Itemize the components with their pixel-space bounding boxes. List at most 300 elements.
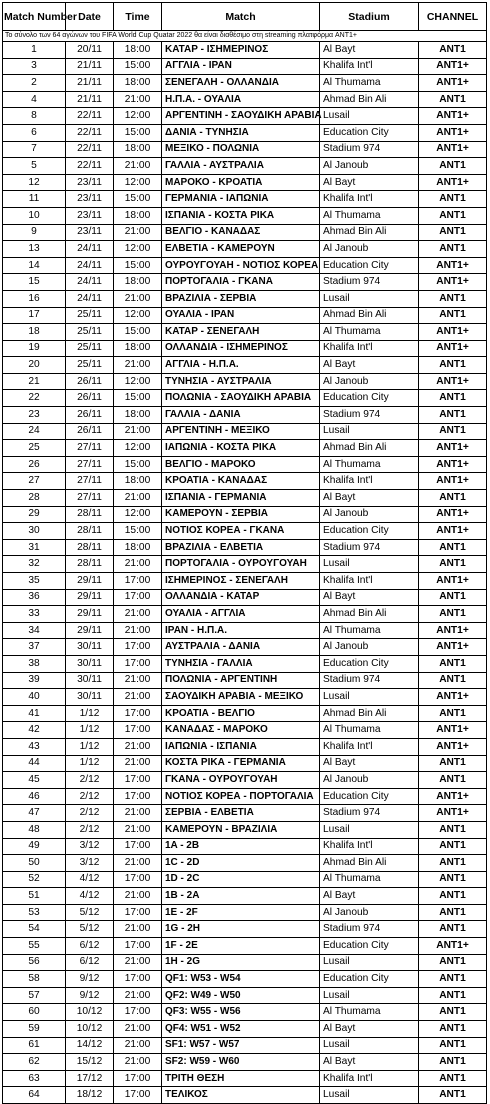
time-cell: 12:00 <box>114 307 162 324</box>
match-number-cell: 45 <box>3 772 66 789</box>
match-cell: ΜΑΡΟΚΟ - ΚΡΟΑΤΙΑ <box>162 174 320 191</box>
table-row <box>3 689 487 706</box>
match-number-cell: 28 <box>3 490 66 507</box>
match-cell: ΙΣΠΑΝΙΑ - ΓΕΡΜΑΝΙΑ <box>162 490 320 507</box>
time-cell: 15:00 <box>114 390 162 407</box>
match-cell: ΑΡΓΕΝΤΙΝΗ - ΜΕΞΙΚΟ <box>162 423 320 440</box>
match-cell: Η.Π.Α. - ΟΥΑΛΙΑ <box>162 91 320 108</box>
date-cell: 6/12 <box>66 954 114 971</box>
match-number-cell: 30 <box>3 523 66 540</box>
match-number-cell: 48 <box>3 821 66 838</box>
match-cell: ΓΕΡΜΑΝΙΑ - ΙΑΠΩΝΙΑ <box>162 191 320 208</box>
time-cell: 18:00 <box>114 407 162 424</box>
channel-cell: ANT1+ <box>419 141 487 158</box>
match-cell: 1E - 2F <box>162 904 320 921</box>
match-cell: ΙΣΠΑΝΙΑ - ΚΟΣΤΑ ΡΙΚΑ <box>162 207 320 224</box>
date-cell: 27/11 <box>66 490 114 507</box>
match-number-cell: 38 <box>3 655 66 672</box>
date-cell: 28/11 <box>66 539 114 556</box>
channel-cell: ANT1 <box>419 871 487 888</box>
channel-cell: ANT1+ <box>419 108 487 125</box>
date-cell: 26/11 <box>66 407 114 424</box>
stadium-cell: Al Bayt <box>320 888 419 905</box>
date-cell: 5/12 <box>66 921 114 938</box>
match-number-cell: 51 <box>3 888 66 905</box>
match-cell: ΜΕΞΙΚΟ - ΠΟΛΩΝΙΑ <box>162 141 320 158</box>
match-cell: ΑΥΣΤΡΑΛΙΑ - ΔΑΝΙΑ <box>162 639 320 656</box>
match-number-cell: 20 <box>3 357 66 374</box>
channel-cell: ANT1 <box>419 921 487 938</box>
date-cell: 29/11 <box>66 622 114 639</box>
match-cell: ΠΟΛΩΝΙΑ - ΣΑΟΥΔΙΚΗ ΑΡΑΒΙΑ <box>162 390 320 407</box>
time-cell: 18:00 <box>114 274 162 291</box>
table-row <box>3 390 487 407</box>
match-cell: QF1: W53 - W54 <box>162 971 320 988</box>
time-cell: 17:00 <box>114 1004 162 1021</box>
match-cell: ΠΟΛΩΝΙΑ - ΑΡΓΕΝΤΙΝΗ <box>162 672 320 689</box>
date-cell: 30/11 <box>66 639 114 656</box>
channel-cell: ANT1+ <box>419 788 487 805</box>
date-cell: 24/11 <box>66 241 114 258</box>
time-cell: 17:00 <box>114 971 162 988</box>
match-number-cell: 5 <box>3 158 66 175</box>
stadium-cell: Al Thumama <box>320 456 419 473</box>
stadium-cell: Al Bayt <box>320 174 419 191</box>
channel-cell: ANT1+ <box>419 324 487 341</box>
channel-cell: ANT1 <box>419 207 487 224</box>
time-cell: 17:00 <box>114 871 162 888</box>
stadium-cell: Al Bayt <box>320 755 419 772</box>
date-cell: 24/11 <box>66 290 114 307</box>
match-cell: ΙΣΗΜΕΡΙΝΟΣ - ΣΕΝΕΓΑΛΗ <box>162 573 320 590</box>
match-cell: ΑΡΓΕΝΤΙΝΗ - ΣΑΟΥΔΙΚΗ ΑΡΑΒΙΑ <box>162 108 320 125</box>
match-cell: ΙΑΠΩΝΙΑ - ΚΟΣΤΑ ΡΙΚΑ <box>162 440 320 457</box>
table-row <box>3 573 487 590</box>
stadium-cell: Khalifa Int'l <box>320 738 419 755</box>
time-cell: 18:00 <box>114 473 162 490</box>
stadium-cell: Al Janoub <box>320 639 419 656</box>
stadium-cell: Khalifa Int'l <box>320 191 419 208</box>
match-number-cell: 44 <box>3 755 66 772</box>
stadium-cell: Al Thumama <box>320 75 419 92</box>
channel-cell: ANT1+ <box>419 257 487 274</box>
time-cell: 18:00 <box>114 42 162 59</box>
channel-cell: ANT1+ <box>419 440 487 457</box>
match-cell: ΟΥΑΛΙΑ - ΑΓΓΛΙΑ <box>162 606 320 623</box>
stadium-cell: Al Thumama <box>320 207 419 224</box>
stadium-cell: Al Janoub <box>320 241 419 258</box>
stadium-cell: Education City <box>320 655 419 672</box>
date-cell: 26/11 <box>66 373 114 390</box>
table-row <box>3 589 487 606</box>
table-row <box>3 490 487 507</box>
header-date: Date <box>66 3 114 31</box>
match-number-cell: 43 <box>3 738 66 755</box>
time-cell: 15:00 <box>114 124 162 141</box>
table-row <box>3 722 487 739</box>
date-cell: 30/11 <box>66 672 114 689</box>
date-cell: 21/11 <box>66 91 114 108</box>
channel-cell: ANT1 <box>419 1054 487 1071</box>
time-cell: 21:00 <box>114 158 162 175</box>
stadium-cell: Education City <box>320 523 419 540</box>
date-cell: 1/12 <box>66 755 114 772</box>
table-row <box>3 141 487 158</box>
stadium-cell: Education City <box>320 938 419 955</box>
channel-cell: ANT1+ <box>419 689 487 706</box>
channel-cell: ANT1 <box>419 42 487 59</box>
table-row <box>3 108 487 125</box>
stadium-cell: Education City <box>320 971 419 988</box>
stadium-cell: Lusail <box>320 689 419 706</box>
match-number-cell: 56 <box>3 954 66 971</box>
match-cell: ΒΡΑΖΙΛΙΑ - ΣΕΡΒΙΑ <box>162 290 320 307</box>
table-row <box>3 506 487 523</box>
match-number-cell: 41 <box>3 705 66 722</box>
stadium-cell: Al Thumama <box>320 1004 419 1021</box>
table-row <box>3 971 487 988</box>
match-number-cell: 3 <box>3 58 66 75</box>
channel-cell: ANT1 <box>419 705 487 722</box>
match-cell: ΤΡΙΤΗ ΘΕΣΗ <box>162 1070 320 1087</box>
table-row <box>3 821 487 838</box>
stadium-cell: Stadium 974 <box>320 407 419 424</box>
date-cell: 22/11 <box>66 141 114 158</box>
match-cell: ΚΑΜΕΡΟΥΝ - ΣΕΡΒΙΑ <box>162 506 320 523</box>
match-cell: ΣΕΡΒΙΑ - ΕΛΒΕΤΙΑ <box>162 805 320 822</box>
table-row <box>3 622 487 639</box>
match-cell: ΟΥΑΛΙΑ - ΙΡΑΝ <box>162 307 320 324</box>
time-cell: 18:00 <box>114 340 162 357</box>
stadium-cell: Al Bayt <box>320 357 419 374</box>
table-row <box>3 705 487 722</box>
table-row <box>3 606 487 623</box>
time-cell: 21:00 <box>114 606 162 623</box>
match-number-cell: 50 <box>3 855 66 872</box>
stadium-cell: Lusail <box>320 821 419 838</box>
table-row <box>3 755 487 772</box>
date-cell: 3/12 <box>66 855 114 872</box>
stadium-cell: Lusail <box>320 556 419 573</box>
match-cell: ΚΑΤΑΡ - ΣΕΝΕΓΑΛΗ <box>162 324 320 341</box>
channel-cell: ANT1+ <box>419 722 487 739</box>
date-cell: 15/12 <box>66 1054 114 1071</box>
stadium-cell: Al Janoub <box>320 904 419 921</box>
table-row <box>3 340 487 357</box>
match-number-cell: 39 <box>3 672 66 689</box>
channel-cell: ANT1+ <box>419 506 487 523</box>
time-cell: 21:00 <box>114 1021 162 1038</box>
match-number-cell: 22 <box>3 390 66 407</box>
note-row <box>3 31 487 42</box>
match-number-cell: 27 <box>3 473 66 490</box>
stadium-cell: Lusail <box>320 290 419 307</box>
match-number-cell: 42 <box>3 722 66 739</box>
date-cell: 29/11 <box>66 606 114 623</box>
table-row <box>3 1037 487 1054</box>
table-row <box>3 1021 487 1038</box>
date-cell: 25/11 <box>66 307 114 324</box>
match-number-cell: 26 <box>3 456 66 473</box>
stadium-cell: Khalifa Int'l <box>320 58 419 75</box>
table-row <box>3 473 487 490</box>
match-number-cell: 1 <box>3 42 66 59</box>
match-cell: ΑΓΓΛΙΑ - ΙΡΑΝ <box>162 58 320 75</box>
match-number-cell: 19 <box>3 340 66 357</box>
channel-cell: ANT1 <box>419 987 487 1004</box>
table-row <box>3 91 487 108</box>
match-number-cell: 18 <box>3 324 66 341</box>
match-cell: ΝΟΤΙΟΣ ΚΟΡΕΑ - ΠΟΡΤΟΓΑΛΙΑ <box>162 788 320 805</box>
channel-cell: ANT1+ <box>419 58 487 75</box>
channel-cell: ANT1 <box>419 672 487 689</box>
match-cell: 1H - 2G <box>162 954 320 971</box>
match-cell: ΟΛΛΑΝΔΙΑ - ΚΑΤΑΡ <box>162 589 320 606</box>
match-cell: ΤΥΝΗΣΙΑ - ΑΥΣΤΡΑΛΙΑ <box>162 373 320 390</box>
match-number-cell: 8 <box>3 108 66 125</box>
time-cell: 21:00 <box>114 423 162 440</box>
channel-cell: ANT1+ <box>419 174 487 191</box>
match-number-cell: 54 <box>3 921 66 938</box>
table-row <box>3 290 487 307</box>
date-cell: 27/11 <box>66 456 114 473</box>
table-body <box>3 31 487 1104</box>
channel-cell: ANT1 <box>419 655 487 672</box>
match-cell: ΓΑΛΛΙΑ - ΔΑΝΙΑ <box>162 407 320 424</box>
time-cell: 21:00 <box>114 689 162 706</box>
stadium-cell: Al Thumama <box>320 324 419 341</box>
date-cell: 4/12 <box>66 871 114 888</box>
stadium-cell: Al Janoub <box>320 158 419 175</box>
match-cell: ΙΡΑΝ - Η.Π.Α. <box>162 622 320 639</box>
header-row <box>3 3 487 31</box>
channel-cell: ANT1+ <box>419 523 487 540</box>
schedule-table <box>2 2 487 1104</box>
time-cell: 17:00 <box>114 904 162 921</box>
table-row <box>3 954 487 971</box>
date-cell: 26/11 <box>66 423 114 440</box>
match-number-cell: 46 <box>3 788 66 805</box>
channel-cell: ANT1+ <box>419 622 487 639</box>
table-row <box>3 407 487 424</box>
table-row <box>3 307 487 324</box>
match-cell: QF4: W51 - W52 <box>162 1021 320 1038</box>
match-cell: 1B - 2A <box>162 888 320 905</box>
match-cell: ΤΕΛΙΚΟΣ <box>162 1087 320 1104</box>
date-cell: 4/12 <box>66 888 114 905</box>
date-cell: 5/12 <box>66 904 114 921</box>
time-cell: 12:00 <box>114 241 162 258</box>
time-cell: 21:00 <box>114 921 162 938</box>
time-cell: 17:00 <box>114 573 162 590</box>
time-cell: 17:00 <box>114 705 162 722</box>
channel-cell: ANT1+ <box>419 573 487 590</box>
channel-cell: ANT1 <box>419 357 487 374</box>
match-number-cell: 47 <box>3 805 66 822</box>
time-cell: 21:00 <box>114 490 162 507</box>
time-cell: 12:00 <box>114 373 162 390</box>
channel-cell: ANT1 <box>419 589 487 606</box>
stadium-cell: Stadium 974 <box>320 274 419 291</box>
match-number-cell: 25 <box>3 440 66 457</box>
match-number-cell: 57 <box>3 987 66 1004</box>
table-row <box>3 987 487 1004</box>
table-row <box>3 58 487 75</box>
table-row <box>3 556 487 573</box>
date-cell: 26/11 <box>66 390 114 407</box>
stadium-cell: Lusail <box>320 987 419 1004</box>
table-row <box>3 423 487 440</box>
match-number-cell: 33 <box>3 606 66 623</box>
match-number-cell: 63 <box>3 1070 66 1087</box>
match-number-cell: 24 <box>3 423 66 440</box>
time-cell: 18:00 <box>114 539 162 556</box>
channel-cell: ANT1 <box>419 1087 487 1104</box>
table-row <box>3 539 487 556</box>
stadium-cell: Al Bayt <box>320 42 419 59</box>
time-cell: 12:00 <box>114 174 162 191</box>
time-cell: 21:00 <box>114 357 162 374</box>
stadium-cell: Al Thumama <box>320 871 419 888</box>
channel-cell: ANT1 <box>419 290 487 307</box>
date-cell: 24/11 <box>66 257 114 274</box>
stadium-cell: Khalifa Int'l <box>320 340 419 357</box>
time-cell: 21:00 <box>114 672 162 689</box>
time-cell: 21:00 <box>114 987 162 1004</box>
stadium-cell: Education City <box>320 390 419 407</box>
match-cell: ΝΟΤΙΟΣ ΚΟΡΕΑ - ΓΚΑΝΑ <box>162 523 320 540</box>
date-cell: 10/12 <box>66 1021 114 1038</box>
match-cell: ΠΟΡΤΟΓΑΛΙΑ - ΓΚΑΝΑ <box>162 274 320 291</box>
channel-cell: ANT1+ <box>419 340 487 357</box>
date-cell: 28/11 <box>66 556 114 573</box>
table-row <box>3 357 487 374</box>
table-row <box>3 373 487 390</box>
date-cell: 2/12 <box>66 805 114 822</box>
match-number-cell: 31 <box>3 539 66 556</box>
match-number-cell: 40 <box>3 689 66 706</box>
channel-cell: ANT1 <box>419 772 487 789</box>
stadium-cell: Al Bayt <box>320 490 419 507</box>
channel-cell: ANT1 <box>419 556 487 573</box>
match-number-cell: 7 <box>3 141 66 158</box>
channel-cell: ANT1 <box>419 1021 487 1038</box>
table-row <box>3 904 487 921</box>
time-cell: 21:00 <box>114 855 162 872</box>
match-cell: SF1: W57 - W57 <box>162 1037 320 1054</box>
date-cell: 3/12 <box>66 838 114 855</box>
date-cell: 21/11 <box>66 58 114 75</box>
time-cell: 21:00 <box>114 556 162 573</box>
channel-cell: ANT1+ <box>419 639 487 656</box>
stadium-cell: Stadium 974 <box>320 539 419 556</box>
match-number-cell: 32 <box>3 556 66 573</box>
stadium-cell: Ahmad Bin Ali <box>320 307 419 324</box>
match-number-cell: 12 <box>3 174 66 191</box>
time-cell: 17:00 <box>114 722 162 739</box>
channel-cell: ANT1 <box>419 224 487 241</box>
match-number-cell: 11 <box>3 191 66 208</box>
stadium-cell: Al Janoub <box>320 373 419 390</box>
date-cell: 1/12 <box>66 705 114 722</box>
match-number-cell: 61 <box>3 1037 66 1054</box>
stadium-cell: Lusail <box>320 108 419 125</box>
time-cell: 17:00 <box>114 1070 162 1087</box>
table-row <box>3 158 487 175</box>
match-number-cell: 35 <box>3 573 66 590</box>
stadium-cell: Khalifa Int'l <box>320 1070 419 1087</box>
stadium-cell: Ahmad Bin Ali <box>320 440 419 457</box>
match-cell: 1A - 2B <box>162 838 320 855</box>
channel-cell: ANT1 <box>419 838 487 855</box>
match-number-cell: 60 <box>3 1004 66 1021</box>
channel-cell: ANT1+ <box>419 274 487 291</box>
table-row <box>3 655 487 672</box>
time-cell: 21:00 <box>114 91 162 108</box>
date-cell: 23/11 <box>66 191 114 208</box>
channel-cell: ANT1 <box>419 855 487 872</box>
match-number-cell: 55 <box>3 938 66 955</box>
channel-cell: ANT1 <box>419 1004 487 1021</box>
match-cell: ΤΥΝΗΣΙΑ - ΓΑΛΛΙΑ <box>162 655 320 672</box>
date-cell: 28/11 <box>66 523 114 540</box>
match-number-cell: 13 <box>3 241 66 258</box>
table-row <box>3 805 487 822</box>
match-number-cell: 9 <box>3 224 66 241</box>
date-cell: 9/12 <box>66 971 114 988</box>
time-cell: 15:00 <box>114 58 162 75</box>
time-cell: 17:00 <box>114 788 162 805</box>
date-cell: 6/12 <box>66 938 114 955</box>
date-cell: 21/11 <box>66 75 114 92</box>
date-cell: 17/12 <box>66 1070 114 1087</box>
date-cell: 29/11 <box>66 573 114 590</box>
match-cell: ΒΡΑΖΙΛΙΑ - ΕΛΒΕΤΙΑ <box>162 539 320 556</box>
match-number-cell: 64 <box>3 1087 66 1104</box>
channel-cell: ANT1+ <box>419 373 487 390</box>
header-channel: CHANNEL <box>419 3 487 31</box>
table-row <box>3 42 487 59</box>
date-cell: 27/11 <box>66 440 114 457</box>
date-cell: 2/12 <box>66 788 114 805</box>
channel-cell: ANT1+ <box>419 456 487 473</box>
match-cell: ΓΑΛΛΙΑ - ΑΥΣΤΡΑΛΙΑ <box>162 158 320 175</box>
channel-cell: ANT1 <box>419 307 487 324</box>
table-row <box>3 523 487 540</box>
time-cell: 15:00 <box>114 523 162 540</box>
time-cell: 12:00 <box>114 506 162 523</box>
stadium-cell: Al Thumama <box>320 622 419 639</box>
date-cell: 23/11 <box>66 174 114 191</box>
date-cell: 23/11 <box>66 224 114 241</box>
time-cell: 18:00 <box>114 207 162 224</box>
match-cell: SF2: W59 - W60 <box>162 1054 320 1071</box>
stadium-cell: Education City <box>320 257 419 274</box>
date-cell: 2/12 <box>66 821 114 838</box>
match-cell: ΓΚΑΝΑ - ΟΥΡΟΥΓΟΥΑΗ <box>162 772 320 789</box>
table-row <box>3 75 487 92</box>
match-number-cell: 15 <box>3 274 66 291</box>
match-cell: ΟΛΛΑΝΔΙΑ - ΙΣΗΜΕΡΙΝΟΣ <box>162 340 320 357</box>
table-row <box>3 1087 487 1104</box>
header-stadium: Stadium <box>320 3 419 31</box>
match-cell: ΣΑΟΥΔΙΚΗ ΑΡΑΒΙΑ - ΜΕΞΙΚΟ <box>162 689 320 706</box>
header-match-number: Match Number <box>3 3 66 31</box>
match-number-cell: 59 <box>3 1021 66 1038</box>
table-row <box>3 324 487 341</box>
table-row <box>3 772 487 789</box>
time-cell: 17:00 <box>114 589 162 606</box>
